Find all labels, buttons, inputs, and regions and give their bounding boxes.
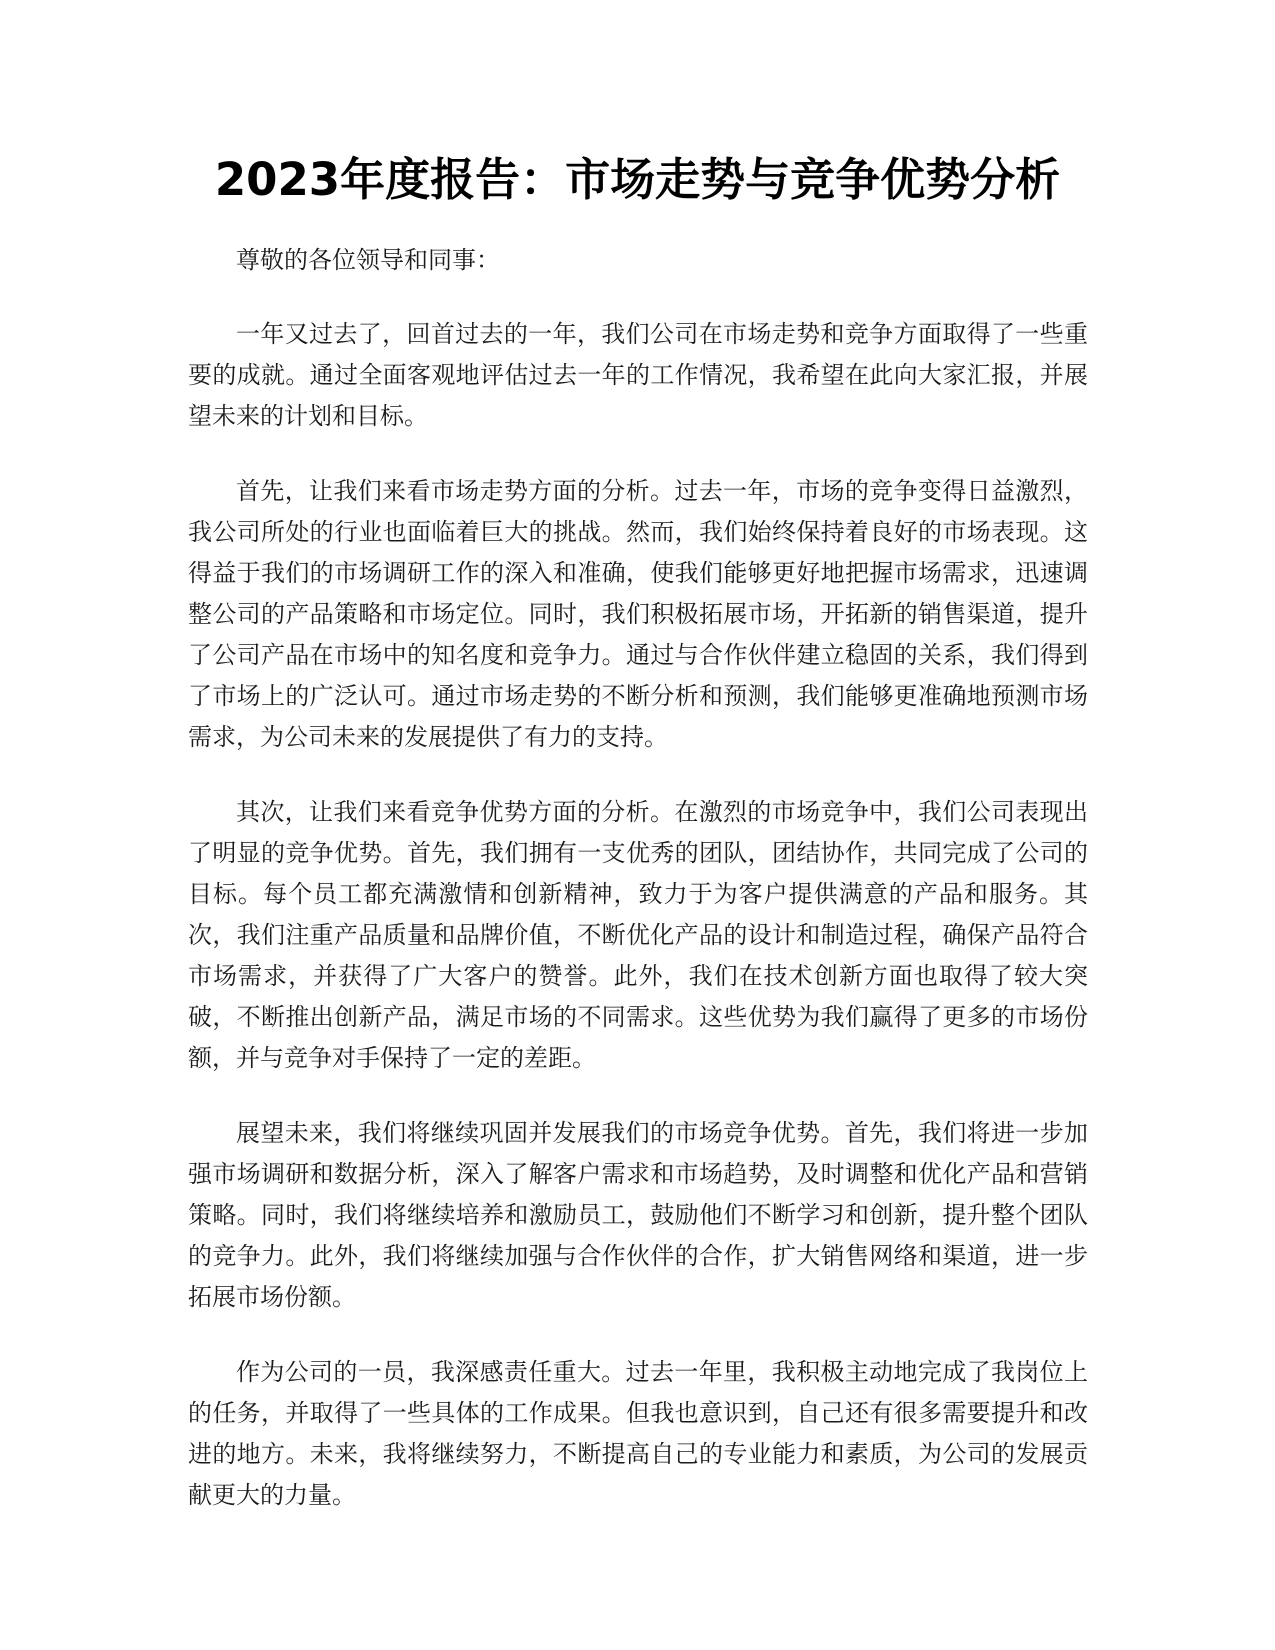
paragraph-personal: 作为公司的一员，我深感责任重大。过去一年里，我积极主动地完成了我岗位上的任务，并取得了一些具体的工作成果。但我也意识到，自己还有很多需要提升和改进的地方。未来，我将继续努力，不断提高自己的专业能力和素质，为公司的发展贡献更大的力量。 [188,1358,1088,1509]
document-body [188,240,1088,1550]
salutation: 尊敬的各位领导和同事： [236,246,500,274]
paragraph-intro: 一年又过去了，回首过去的一年，我们公司在市场走势和竞争方面取得了一些重要的成就。通过全面客观地评估过去一年的工作情况，我希望在此向大家汇报，并展望未来的计划和目标。 [188,320,1088,430]
paragraph-market-trend: 首先，让我们来看市场走势方面的分析。过去一年，市场的竞争变得日益激烈，我公司所处的行业也面临着巨大的挑战。然而，我们始终保持着良好的市场表现。这得益于我们的市场调研工作的深入和准确，使我们能够更好地把握市场需求，迅速调整公司的产品策略和市场定位。同时，我们积极拓展市场，开拓新的销售渠道，提升了公司产品在市场中的知名度和竞争力。通过与合作伙伴建立稳固的关系，我们得到了市场上的广泛认可。通过市场走势的不断分析和预测，我们能够更准确地预测市场需求，为公司未来的发展提供了有力的支持。 [188,477,1088,751]
paragraph-competitive-advantage: 其次，让我们来看竞争优势方面的分析。在激烈的市场竞争中，我们公司表现出了明显的竞争优势。首先，我们拥有一支优秀的团队，团结协作，共同完成了公司的目标。每个员工都充满激情和创新精神，致力于为客户提供满意的产品和服务。其次，我们注重产品质量和品牌价值，不断优化产品的设计和制造过程，确保产品符合市场需求，并获得了广大客户的赞誉。此外，我们在技术创新方面也取得了较大突破，不断推出创新产品，满足市场的不同需求。这些优势为我们赢得了更多的市场份额，并与竞争对手保持了一定的差距。 [188,798,1088,1072]
document-title: 2023年度报告：市场走势与竞争优势分析 [214,153,1061,206]
paragraph-outlook: 展望未来，我们将继续巩固并发展我们的市场竞争优势。首先，我们将进一步加强市场调研和数据分析，深入了解客户需求和市场趋势，及时调整和优化产品和营销策略。同时，我们将继续培养和激励员工，鼓励他们不断学习和创新，提升整个团队的竞争力。此外，我们将继续加强与合作伙伴的合作，扩大销售网络和渠道，进一步拓展市场份额。 [188,1119,1088,1311]
